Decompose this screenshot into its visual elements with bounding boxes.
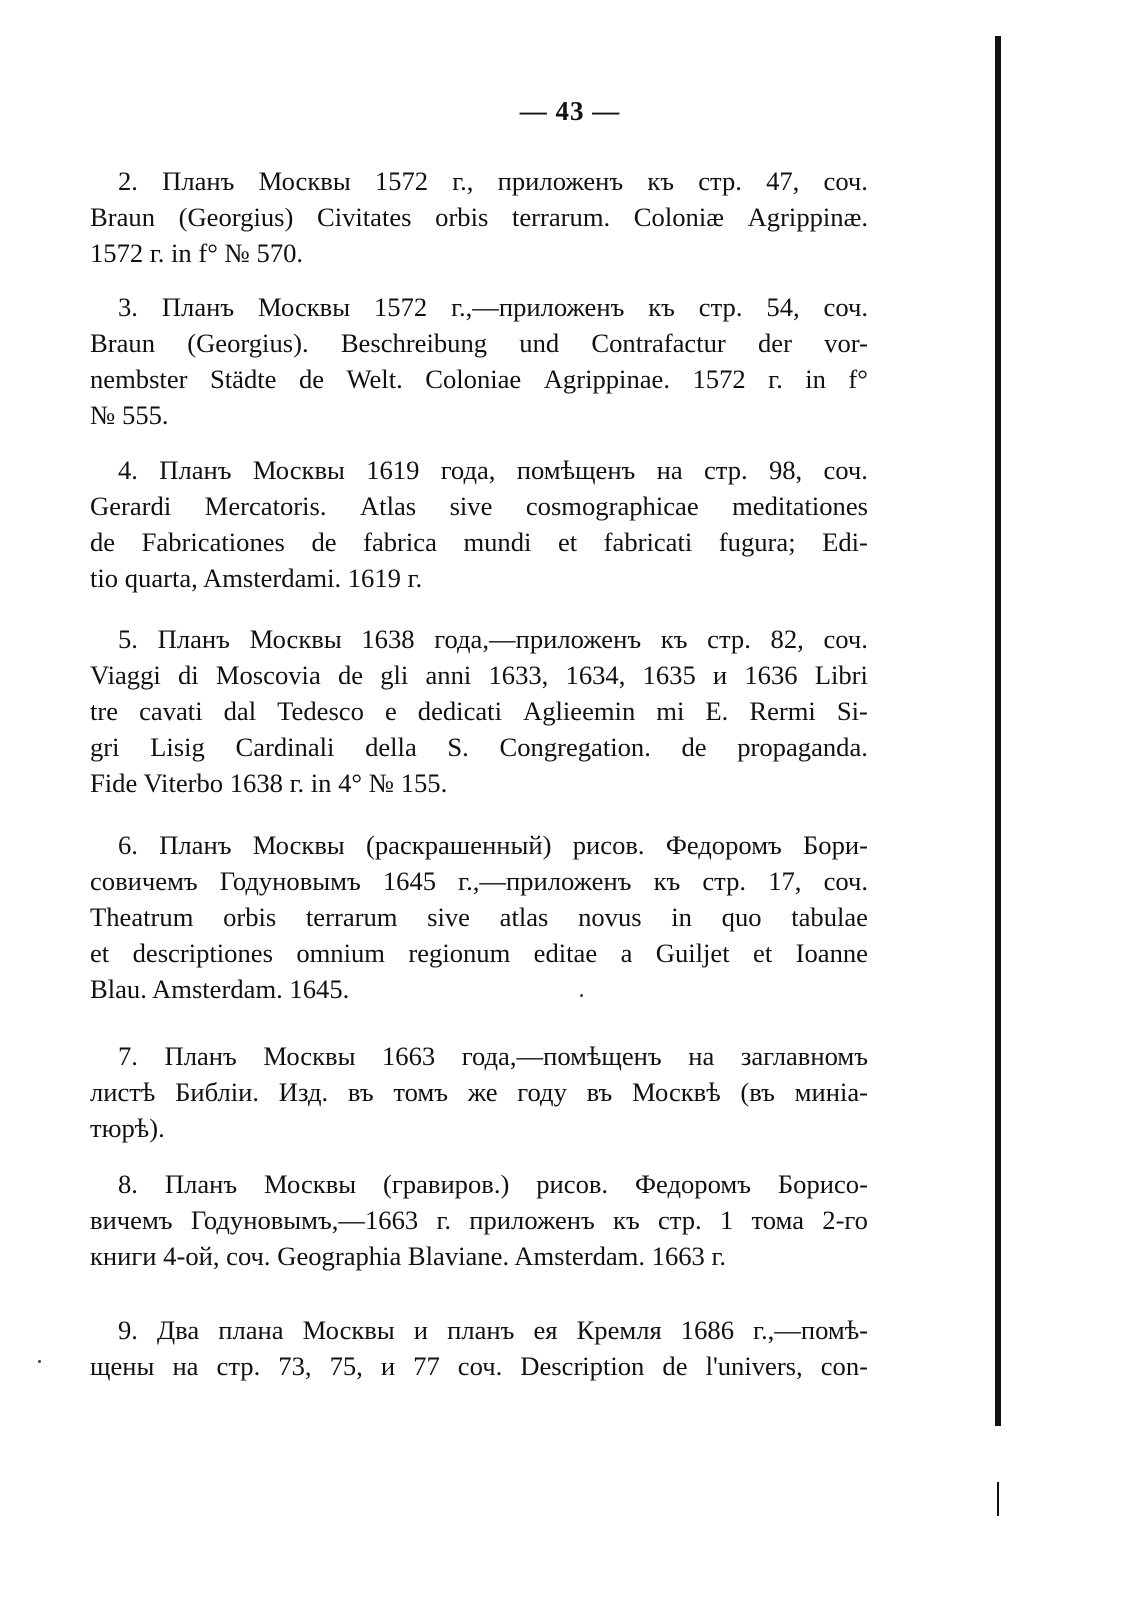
word: соч. [823,166,868,196]
word: Бори- [803,830,868,860]
word: г.,—приложенъ [458,866,632,896]
word: Agrippinae. [543,364,671,394]
word: Si- [836,696,868,726]
word: Федоромъ [635,1169,751,1199]
entry-line [90,693,868,729]
word: fabrica [363,527,437,557]
word: f° [848,364,868,394]
entry-line: Blau. Amsterdam. 1645. [90,974,350,1004]
word: terrarum. [511,202,611,232]
word: terrarum [305,902,398,932]
entry-line [90,524,868,560]
word: 7. [118,1041,138,1071]
word: Планъ [162,166,235,196]
word: dal [223,696,257,726]
entry-line [90,1202,868,1238]
word: стр. [707,624,751,654]
word: г. [436,1205,452,1235]
word: de [311,527,337,557]
word: стр. [703,455,748,485]
word: in [805,364,826,394]
word: г.,—помѣ- [753,1315,868,1345]
word: Rermi [749,696,816,726]
word: Годуновымъ,—1663 [190,1205,419,1235]
word: и [380,1351,396,1381]
word: a [620,938,633,968]
word: 1635 [642,660,696,690]
word: 5. [118,624,138,654]
word: 1572 [692,364,746,394]
word: Планъ [164,1169,238,1199]
entry-line: 1572 г. in f° № 570. [90,238,304,268]
word: 1 [719,1205,734,1235]
bibliography-entry [90,1312,868,1384]
word: mi [656,696,685,726]
word: nembster [90,364,188,394]
word: und [519,328,560,358]
entry-line [90,827,868,863]
page-number: — 43 — [519,96,621,126]
word: Планъ [159,830,232,860]
word: Cardinali [235,732,335,762]
word: томъ [393,1077,448,1107]
word: et [557,527,578,557]
word: 1686 [680,1315,734,1345]
word: de [298,364,325,394]
word: Москвѣ [632,1077,721,1107]
word: заглавномъ [740,1041,868,1071]
word: Кремля [576,1315,662,1345]
word: Edi- [822,527,868,557]
word: Москвы [264,1169,357,1199]
word: вичемъ [90,1205,173,1235]
word: atlas [499,902,549,932]
entry-line [90,863,868,899]
word: Congregation. [499,732,651,762]
word: 77 [413,1351,440,1381]
entry-line [90,163,868,199]
entry-line [90,1166,868,1202]
word: Москвы [249,624,342,654]
bibliography-entry [90,1038,868,1146]
word: Москвы [263,1041,356,1071]
entry-line [90,621,868,657]
word: и [712,660,728,690]
word: на [656,455,683,485]
entry-line [90,935,868,971]
word: Guiljet [655,938,730,968]
word: году [517,1077,567,1107]
entry-line: книги 4-ой, соч. Geographia Blaviane. Amsterdam. 1663 г. [90,1241,727,1271]
word: рисов. [536,1169,609,1199]
word: Agrippinæ. [747,202,868,232]
entry-line [90,899,868,935]
word: Lisig [150,732,205,762]
word: Gerardi [90,491,172,521]
word: meditationes [732,491,868,521]
word: тома [751,1205,805,1235]
page-binding-edge [995,36,1001,1426]
page-binding-edge-fragment [997,1482,999,1516]
word: mundi [463,527,532,557]
word: 6. [118,830,138,860]
word: di [177,660,199,690]
bibliography-entry [90,163,868,271]
word: vor- [824,328,868,358]
word: къ [613,1205,640,1235]
word: совичемъ [90,866,198,896]
word: 47, [766,166,800,196]
word: descriptiones [132,938,273,968]
word: 3. [118,292,138,322]
word: 1572 [374,166,429,196]
word: 75, [329,1351,363,1381]
entry-line [90,199,868,235]
word: года,—приложенъ [434,624,642,654]
word: Fabricationes [141,527,285,557]
word: Libri [814,660,868,690]
word: Москвы [252,830,345,860]
word: (гравиров.) [383,1169,510,1199]
entry-line [90,361,868,397]
word: Viaggi [90,660,161,690]
word: же [467,1077,498,1107]
bibliography-entry [90,1166,868,1274]
entry-line [90,1074,868,1110]
word: къ [660,624,688,654]
entry-line: Fide Viterbo 1638 г. in 4° № 155. [90,768,448,798]
word: novus [578,902,642,932]
word: (Georgius) [178,202,294,232]
entry-line [90,657,868,693]
word: quo [721,902,762,932]
word: Ioanne [795,938,868,968]
word: Welt. [346,364,403,394]
word: con- [820,1351,868,1381]
word: 4. [118,455,138,485]
word: Два [157,1315,200,1345]
word: Contrafactur [591,328,726,358]
word: tre [90,696,119,726]
bibliography-entry [90,827,868,1007]
word: года, [440,455,496,485]
word: editae [533,938,598,968]
word: Mercatoris. [204,491,327,521]
word: листѣ [90,1077,156,1107]
word: 8. [118,1169,138,1199]
word: Coloniae [425,364,522,394]
word: (раскрашенный) [366,830,552,860]
word: г.,—приложенъ [451,292,625,322]
word: Планъ [161,292,235,322]
word: Städte [209,364,277,394]
entry-line [90,452,868,488]
word: стр. [698,292,743,322]
word: щены [90,1351,155,1381]
word: de [662,1351,688,1381]
word: къ [648,292,675,322]
word: in [671,902,692,932]
word: de [90,527,116,557]
word: приложенъ [469,1205,595,1235]
word: Braun [90,202,155,232]
word: regionum [408,938,511,968]
word: fugura; [718,527,796,557]
word: 1663 [382,1041,436,1071]
word: миніа- [794,1077,868,1107]
word: 1634, [565,660,626,690]
entry-line [90,289,868,325]
word: E. [705,696,729,726]
word: Планъ [157,624,230,654]
word: 1645 [382,866,437,896]
word: на [688,1041,715,1071]
entry-line: tio quarta, Amsterdami. 1619 г. [90,563,423,593]
bibliography-entry [90,289,868,433]
word: orbis [435,202,489,232]
word: propaganda. [737,732,868,762]
word: der [757,328,792,358]
entry-line [90,729,868,765]
scan-speck [38,1360,41,1363]
word: Москвы [258,166,351,196]
word: ея [533,1315,558,1345]
word: и [413,1315,429,1345]
word: 98, [768,455,803,485]
entry-line [90,1038,868,1074]
entry-line: тюрѣ). [90,1113,165,1143]
word: стр. [702,866,747,896]
word: de [337,660,364,690]
word: стр. [216,1351,261,1381]
word: года,—помѣщенъ [461,1041,662,1071]
bibliography-entry [90,452,868,596]
word: планъ [447,1315,515,1345]
word: Theatrum [90,902,194,932]
word: 1633, [488,660,549,690]
word: Москвы [302,1315,395,1345]
word: sive [449,491,493,521]
word: стр. [657,1205,702,1235]
word: Beschreibung [340,328,488,358]
word: въ [347,1077,374,1107]
word: 1619 [366,455,420,485]
entry-line: № 555. [90,400,169,430]
word: l'univers, [705,1351,803,1381]
word: cosmographicae [525,491,699,521]
word: et [90,938,110,968]
word: Coloniæ [633,202,724,232]
word: et [753,938,773,968]
word: 2-го [822,1205,868,1235]
word: стр. [698,166,742,196]
word: gli [380,660,409,690]
word: соч. [823,866,868,896]
word: 1636 [744,660,798,690]
word: къ [653,866,681,896]
word: (въ [740,1077,775,1107]
word: Годуновымъ [219,866,361,896]
word: 82, [770,624,804,654]
word: Планъ [159,455,232,485]
word: 1572 [373,292,428,322]
word: Библіи. [175,1077,260,1107]
word: tabulae [791,902,868,932]
word: Braun [90,328,155,358]
word: Планъ [164,1041,237,1071]
word: на [172,1351,199,1381]
word: Civitates [316,202,412,232]
word: г., [452,166,474,196]
word: gri [90,732,120,762]
word: приложенъ [497,166,624,196]
word: къ [647,166,674,196]
word: въ [586,1077,613,1107]
word: соч. [823,624,868,654]
word: S. [447,732,469,762]
entry-line [90,488,868,524]
word: Aglieemin [522,696,636,726]
entry-line [90,325,868,361]
word: рисов. [572,830,645,860]
word: omnium [296,938,385,968]
word: плана [218,1315,284,1345]
word: 2. [118,166,138,196]
word: г. [768,364,783,394]
word: Изд. [278,1077,329,1107]
word: Moscovia [215,660,321,690]
word: (Georgius). [187,328,309,358]
word: Федоромъ [665,830,782,860]
word: Москвы [258,292,351,322]
word: 9. [118,1315,138,1345]
word: della [365,732,417,762]
bibliography-entry [90,621,868,801]
word: de [681,732,707,762]
word: помѣщенъ [516,455,636,485]
word: anni [425,660,472,690]
word: dedicati [417,696,502,726]
entry-line [90,1312,868,1348]
word: cavati [139,696,203,726]
word: e [384,696,397,726]
word: Москвы [252,455,345,485]
word: Борисо- [777,1169,868,1199]
word: Atlas [359,491,417,521]
word: 17, [768,866,802,896]
word: fabricati [603,527,693,557]
word: Tedesco [277,696,364,726]
word: orbis [223,902,277,932]
word: соч. [823,455,868,485]
word: соч. [457,1351,503,1381]
word: 54, [766,292,800,322]
word: Description [520,1351,645,1381]
word: sive [427,902,470,932]
entry-line [90,1348,868,1384]
word: 1638 [361,624,415,654]
word: соч. [823,292,868,322]
word: 73, [278,1351,312,1381]
